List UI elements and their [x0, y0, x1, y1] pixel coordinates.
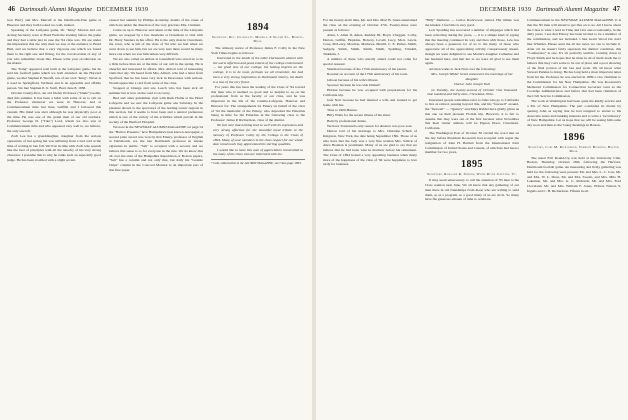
column-6	[527, 18, 621, 416]
paragraph: A number of these who usually attend could not come for special reasons:	[323, 57, 417, 66]
paragraph: Billy Walls for the severe illness of his sister.	[327, 113, 391, 118]
footnote: * Ledi, editorialists in the ALUMNI MAGAZINE, see Class page 1893.	[211, 159, 305, 165]
paragraph: The Washington Post of October 30 carried the word that on the day before President Roosevelt had accepted with regret the resignation of John H. Bartlett from the International Joint Commission of United States and Canada, of which he had been a member for two years.	[425, 131, 519, 155]
paragraph: Holden because he was occupied with preparations for his California trip.	[323, 88, 417, 97]
column-5	[425, 18, 519, 416]
paragraph: Come on up to Hanover and return at the time of the Lafayette game, we stopped by a few moments at Claremont to visit with Dr. Harry Sanders in his office. He is the only man in Claremont, the town, who is left of the class of '94 who we had when we went down to see him, but we are very sure there would be many more one when we saw him unless very difficult.	[109, 28, 203, 56]
paragraph: Spooner because he was sick himself.	[327, 82, 381, 87]
announcement-detail: on Tuesday, the twenty-second of October One thousand nine hundred and thirty-nine, Cleveland, Ohio.	[427, 87, 517, 97]
paragraph: Rossiter on account of the 175th anniversary of his town.	[327, 72, 409, 77]
right-running-header	[324, 4, 620, 14]
issue-date-right: DECEMBER 1939	[479, 6, 532, 13]
column-4	[323, 18, 417, 416]
class-secretary-line-1895: Secretary, Rowland R. Jenkins, White River Junction, Vt.	[427, 172, 517, 176]
paragraph: Speaking of the Lafayette game, Dr. "King" Morton and our Acting Secretary were at Bond Field the evening before the game and they had a table just in case the '94 class was. We are under the impression that the only men we saw at the entrance to Bond Hall, and we believe that a very vigorous one which we found there is the right one and fitting, for the corroboration of any of you who remember about this. Please write your recollection on the matter.	[7, 28, 101, 66]
quoted-paragraph: Interested in the minds of the older Dartmouth alumni with the warm affection and good esteem of the college environment — the great sins of our college, the lasting imprint on the college, it is to be most, perhaps we all remember, but had been a very strong inspiration in Dartmouth history, his death is a loss of the very finest.	[213, 55, 303, 84]
paragraph: The "King" appeared well built at the Lafayette game, but he said his football game which we both attended. At the Harvard game, we met Stephen P. Sheriff, son of our own "King". Never is it used in Springfield, Vermont and is an agreeable and affable person. We met Stephen P. Jr. Swift. Born June 8, 1938.	[7, 66, 101, 90]
paragraph: The obituary notice of Professor James F. Colby in the New York Times begins as follows:	[211, 45, 305, 55]
issue-date-left: DECEMBER 1939	[96, 6, 149, 13]
class-year-heading-1896: 1896	[563, 131, 585, 143]
paragraph: The usual Fall Round-Up was held at the University Club, Boston, Thursday, October 26th, following the Harvard-Dartmouth football game. An interesting and lively gathering was held for the following were present: Mr. and Mrs. L. C. Carr, Mr. and Mrs. W. L. Drew, Mr. and Mrs. Sweatt, and Mrs. Milo H. Lakeman, Mr. and Mrs. G. C. Richards, Mr. and Mrs. Fred Cleveland, Mr. and Mrs. William F. Jones, Eldred, Nelson S. Ingalls and C. H. Richardson. Fifteen in all.	[527, 155, 621, 193]
page-number-right: 47	[613, 5, 620, 13]
column-3	[211, 18, 305, 416]
paragraph: All men walks to Jack Nutt over the following:	[429, 66, 496, 71]
paragraph: Jack Noit because he had married a wife and wanted to get home with her.	[323, 98, 417, 107]
announcement-name: Doctor John Joseph Nutt	[454, 82, 490, 87]
paragraph: Allen, I. Allen II, Ames, Reddett III, Boyd, Chaggett, Colby, Darton, Griffin, Hopkins, Holway, Lovell, Lucy, Mott, Lewis, Cone, McLeary, Moulton, Mathews, Merrill, C. E. Parker, Smith, Sedgely, Smith, Smith, Smith, Smith, Spalding, Trindell, Tinkham, J.	[323, 32, 417, 56]
paragraph: "Billy" Mathews — Carlos Rockwood, retired. His tribute was the kindest. I feel this is very good.	[425, 18, 519, 27]
class-secretary-line-1894: Secretary, Rev. Charles C. Merrill, 6 Second St., Bristol, Mass.	[211, 35, 305, 44]
paragraph: We note in the NEWSDAY ALUMNI MAGAZINE on page 54 the "Harbor Presents," how Hampshire's best known newspaper, a second prize award was won by that Emery, professor of English at Dartmouth, not the late Dartmouth professor in smoke cigarettes in public. "Salt" is accepted with a second, and we believe this sense is so for everyone in the rule. We do know that all over the state of the Hampshire Republican or Boston papers, "Salt" has a column and not only that, but daily his "Granite Chips" column in the Concord Monitor is an important part of that fine paper.	[109, 125, 203, 172]
paragraph: Commencement in the NEWSDAY ALUMNI MAGAZINE. It is that the '95 men will attend to get that on to us. All I know about the Class is what I read in Time and Life and occasionally, in the daily press. I see that Emory has been invited to be a member of the commission, and not included. I like Grant Wood but don't like Whistler. Please send me all the news we can to include it. After all, he doesn't fairly represent the distinct condition, this "Conference" is one. It's all perfectly terrible. Coming down to Floyd Smith and he hopes that he must in all of them leads me to believe that they can't some to be out of place and a poor showing of the final portion of his last and work. We all know what Stewart Perkins is doing. He has long held a most important letter from hit me. Professor he was elected in 1899 a vice chairman to the Commission for his New Hampshire. He was Roosevelt's Memorial Commission for Connecticut Governor Lent as the Coolidge Administration and before that had been chairman of the Civil Service Commission.	[527, 18, 621, 98]
class-year-heading-1894: 1894	[247, 22, 269, 33]
paragraph: Zach Lee has a granddaughter, daughter from the serious operations of last spring but was suffering from a bad cold at the time of writing in late fall. We'll be in time with Zach who sounds like the best of principles with all the tenacity of his very strong character. I presume that is why he ranks such an especially good judge. He has been troubled with a slight accent.	[7, 134, 101, 162]
paragraph: For the twenty-sixth time, Mr. and Mrs. Mort B. Jones entertained the class on the evening of October 27th. Twenty-three were present as follows:	[323, 18, 417, 32]
quoted-paragraph: I would like to have this note of appreciation transmitted to the many of the class who are interested with me.	[213, 147, 303, 157]
paragraph: now Harry and Mrs. Metcalf at the Dartmouth-Yale game at Hanover and they both looked too well, indeed.	[7, 18, 101, 27]
left-page	[0, 0, 312, 420]
paragraph: Thus to 1900-Hunter.	[327, 108, 358, 112]
class-secretary-line-1896: Secretary, Carl M. Richardson, Tremont Building, Boston, Mass.	[528, 144, 620, 154]
announcement-text: Mrs. Joseph Wilder Grant announces the marriage of her daughter	[431, 71, 513, 81]
paragraph: We have Townsend's only reason for absence was poor sole.	[327, 123, 413, 128]
paragraph: Stopped at Orange and saw Leach who has been sick all summer but is now on the road to recovery.	[109, 86, 203, 95]
column-1	[7, 18, 101, 416]
paragraph: Sherman because of the 175th anniversary of his parent.	[327, 67, 407, 71]
column-2	[109, 18, 203, 416]
paragraph: We are also called on Abbott at Greenfield who saved us to be a little before than are at the time of our call in the spring. He is cheerful and interested in affairs. Mrs. Abbott told of interesting visits that day. We heard from Mrs. Abbott, who had a letter from Spofford, that he has been very sick in Deaconess with serious. Would appreciate a card from some of the class.	[109, 57, 203, 85]
magazine-title-left: Dartmouth Alumni Magazine	[19, 6, 93, 13]
paragraph: Bud and other gentlemen visit with Ruth Hollis at the Hotel Lafayette and we saw the Lafayette game one Saturday. In the pleasure shown to the spectators of the leading scenic regions in this section, but it seems to have been and a natural preference which is one of the variety of the activities which prevail in the society of the Hartford Hospital.	[109, 96, 203, 124]
quoted-paragraph: We feel sure that nothing that so well with its expression and very strong affection for the beautiful loyal tribute to the memory of Professor Colby by the College is the Class of 1894. Many of your members in the class respect for our whole dear mind much they appreciated his sterling qualities.	[213, 123, 303, 147]
class-year-heading-1895: 1895	[461, 159, 483, 170]
paragraph: It may seem unnecessary to call the attention of '95 men to the Class reunion next June. We all know that any gathering of our men there in old friendships from those who are willing to send them, so as a program, so a good many of us are all in. So many have the generous amount of time to celebrate.	[425, 178, 519, 202]
right-page	[316, 0, 628, 420]
magazine-title-right: Dartmouth Alumni Magazine	[535, 6, 609, 13]
left-running-header	[8, 4, 304, 14]
paragraph: For years this has been the leading of the Class of '94 toward this man who is seemed so good and so helpful to us on the professional front as the faculty or our class, and he was important in the life of the Granite-Lafayette, Hanover and Hanover for. The arrangements for Emery on behalf of the class of '94 the memorial of the Emery, who deposited the Emeritus being in time for the Emeritus in the following class to the Professor: James P. Richardson, class of the alumni.	[211, 84, 305, 123]
page-number-left: 46	[8, 5, 15, 13]
paragraph: October twenty-first, our old friend, Professor ("Dude") Goble, died this summer. It has been a habit with some of us to call on the Professor whenever we were in Hanover, and at Commencement time last June, Griffith and I followed this custom. His mind was alert although he was physically poor at the time. He was one of the grand men of our old teachers. Professor George D. ("Tute") Lord, whom we also saw at Commencement time and who appeared very well is, we believe, the only one left.	[7, 90, 101, 133]
paragraph: caused last autumn by Phillips Academy, details of the cause of which are under the direction of the very gracious Mrs. Clement.	[109, 18, 203, 27]
paragraph: The work at Washington had been quite the kindly service and a Mr. of New Hampshire. The part concluded its matter by quoting John as saying that he had resigned to attend to his Associate estate and banking interests and to write a 'local history' of New Hampshire. Let us hope that we will be seeing him some day soon and then as the 'Gang' meetings in Boston.	[527, 99, 621, 127]
paragraph: Interested people sometimes refer to folks who go to California to live as retired, passing beyond this, and his "farewell" around, the "farewell" — "Quincy" and Mary Riddel have gladly given us this one on their pleasant Florida trip. However, it is fair to assume that they were out of the first because what November this their winter address will be Pigeon Place, Claremont, California.	[425, 97, 519, 130]
paragraph: Bam by professional duties.	[327, 118, 367, 123]
paragraph: Gibson because of his wife's illness.	[327, 77, 379, 82]
paragraph: Dutton told of his marriage to Mrs. Christine Schick of Kingston, New York, the date being September 18th. Those of us who have met the lady was a very fine woman Mrs. Schick of Alice Bosnian is prominent. Many of us are glad to say that we believe that he had been wise in married, before his retirement. The Class of 1894 hosted a very appealing business when many more of the happiness of the class of '94 were happiness to love tardy for business.	[323, 129, 417, 167]
paragraph: Lew Spalding has recovered a number of slippages which had been collecting during the years, — it is a simple kind of saying that the meeting continued its way and then with those, Lew has always been a generous lot of us to the many of those who appreciate all of the appreciating activity conspicuously absent, though we were delighted to see Mattie's daughter Catherine and her husband here, and met her as we were all glad to see them again.	[425, 28, 519, 66]
